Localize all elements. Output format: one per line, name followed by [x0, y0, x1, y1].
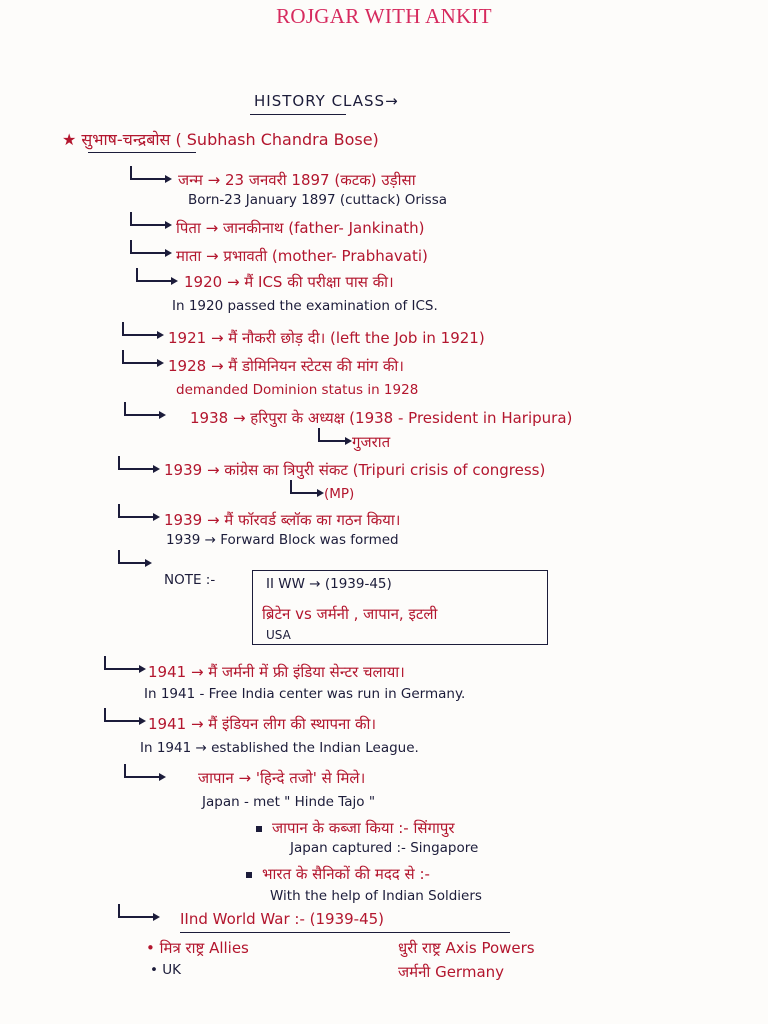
arrow-icon: [136, 268, 172, 282]
note-line-countries: ब्रिटेन vs जर्मनी , जापान, इटली: [262, 605, 438, 623]
arrow-icon: [130, 240, 166, 254]
arrow-icon: [122, 350, 158, 364]
note-label: NOTE :-: [164, 572, 216, 588]
arrow-icon: [104, 656, 140, 670]
birth-english: Born-23 January 1897 (cuttack) Orissa: [188, 192, 448, 208]
year-1928-english: demanded Dominion status in 1928: [176, 382, 419, 398]
year-1941-league-english: In 1941 → established the Indian League.: [140, 740, 419, 756]
ww2-underline: [180, 932, 510, 933]
year-1939-block-english: 1939 → Forward Block was formed: [166, 532, 399, 548]
year-1941-center-english: In 1941 - Free India center was run in Germany.: [144, 686, 466, 702]
birth-hindi: जन्म → 23 जनवरी 1897 (कटक) उड़ीसा: [178, 171, 416, 189]
japan-hindi: जापान → 'हिन्दे तजो' से मिले।: [198, 769, 366, 787]
year-1939-state: (MP): [324, 486, 355, 502]
page-heading: HISTORY CLASS→: [254, 92, 399, 110]
arrow-icon: [130, 166, 166, 180]
year-1941-league-hindi: 1941 → मैं इंडियन लीग की स्थापना की।: [148, 715, 377, 733]
year-1939-crisis: 1939 → कांग्रेस का त्रिपुरी संकट (Tripuri crisis of congress): [164, 461, 546, 479]
year-1920-english: In 1920 passed the examination of ICS.: [172, 298, 438, 314]
year-1928-hindi: 1928 → मैं डोमिनियन स्टेटस की मांग की।: [168, 357, 404, 375]
arrow-icon: [122, 322, 158, 336]
axis-heading: धुरी राष्ट्र Axis Powers: [398, 939, 535, 957]
allies-heading: • मित्र राष्ट्र Allies: [146, 939, 249, 957]
topic-title: ★ सुभाष-चन्द्रबोस ( Subhash Chandra Bose): [62, 130, 379, 149]
arrow-icon: [118, 904, 154, 918]
year-1920-hindi: 1920 → मैं ICS की परीक्षा पास की।: [184, 273, 394, 291]
arrow-icon: [118, 456, 154, 470]
page-header-title: ROJGAR WITH ANKIT: [276, 4, 492, 28]
bullet-icon: [246, 872, 252, 878]
father-line: पिता → जानकीनाथ (father- Jankinath): [176, 219, 425, 237]
arrow-icon: [124, 402, 160, 416]
help-hindi: भारत के सैनिकों की मदद से :-: [262, 865, 430, 883]
allies-item: • UK: [150, 962, 181, 978]
arrow-icon: [118, 504, 154, 518]
japan-english: Japan - met " Hinde Tajo ": [202, 794, 376, 810]
note-line-usa: USA: [266, 628, 291, 642]
arrow-icon: [318, 428, 346, 442]
year-1921-line: 1921 → मैं नौकरी छोड़ दी। (left the Job in 1921): [168, 329, 485, 347]
ww2-heading: IInd World War :- (1939-45): [180, 910, 385, 928]
arrow-icon: [290, 480, 318, 494]
axis-item: जर्मनी Germany: [398, 963, 505, 981]
year-1938-line: 1938 → हरिपुरा के अध्यक्ष (1938 - President in Haripura): [190, 409, 573, 427]
mother-line: माता → प्रभावती (mother- Prabhavati): [176, 247, 428, 265]
heading-underline: [250, 114, 346, 115]
year-1938-state: गुजरात: [352, 433, 391, 451]
japan-captured-english: Japan captured :- Singapore: [290, 840, 479, 856]
topic-underline: [88, 152, 196, 153]
arrow-icon: [118, 550, 146, 564]
note-line-ww2: II WW → (1939-45): [266, 576, 392, 592]
help-english: With the help of Indian Soldiers: [270, 888, 482, 904]
arrow-icon: [124, 764, 160, 778]
arrow-icon: [104, 708, 140, 722]
arrow-icon: [130, 212, 166, 226]
bullet-icon: [256, 826, 262, 832]
year-1941-center-hindi: 1941 → मैं जर्मनी में फ्री इंडिया सेन्टर चलाया।: [148, 663, 405, 681]
japan-captured-hindi: जापान के कब्जा किया :- सिंगापुर: [272, 819, 455, 837]
year-1939-block-hindi: 1939 → मैं फॉरवर्ड ब्लॉक का गठन किया।: [164, 511, 401, 529]
